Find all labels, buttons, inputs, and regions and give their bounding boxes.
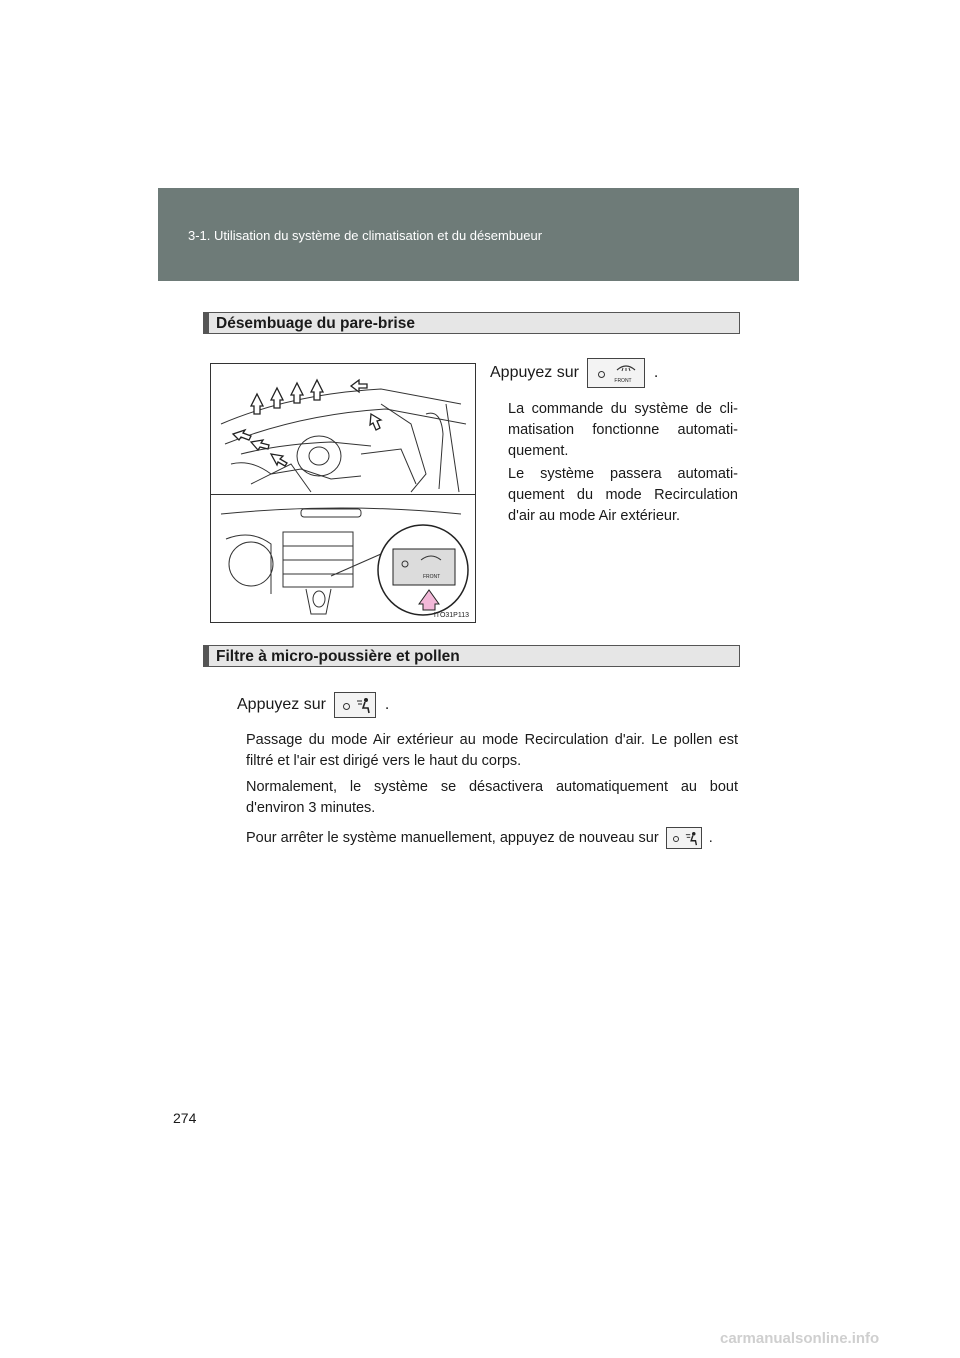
section-title: Filtre à micro-poussière et pollen (216, 648, 460, 665)
step-period: . (384, 696, 390, 714)
paragraph: Passage du mode Air extérieur au mode Recirculation d'air. Le pollen est filtré et l'air est dirigé vers le haut du corps. (246, 732, 738, 769)
paragraph-text: Pour arrêter le système manuellement, appuyez de nouveau sur (246, 829, 659, 846)
breadcrumb: 3-1. Utilisation du système de climatisation et du désembueur (188, 228, 543, 243)
paragraph-stop (246, 827, 746, 849)
seated-person-airflow-icon (356, 697, 372, 715)
indicator-light-icon (673, 836, 679, 842)
callout-front-label: FRONT (423, 574, 441, 580)
paragraph: Normalement, le système se désactivera automatiquement au bout d'environ 3 minutes. (246, 779, 738, 816)
heading-accent (204, 313, 209, 333)
figure-divider (211, 494, 475, 495)
chapter-header (158, 188, 799, 281)
pollen-filter-button-inline (666, 827, 702, 849)
step-defog (490, 358, 658, 388)
section-title: Désembuage du pare-brise (216, 315, 415, 332)
paragraph: Le système passera automati-quement du mode Recirculation d'air au mode Air extérieur. (508, 466, 738, 524)
page-number: 274 (173, 1110, 197, 1126)
pollen-filter-button (334, 692, 376, 718)
paragraph-period: . (708, 829, 713, 846)
seated-person-airflow-icon (685, 831, 699, 847)
dashboard-drawing (211, 364, 475, 622)
section-heading-pollen (203, 645, 740, 667)
paragraph: La commande du système de cli-matisation fonctionne automati-quement. (508, 401, 738, 459)
front-defroster-button (587, 358, 645, 388)
section-heading-defog (203, 312, 740, 334)
indicator-light-icon (343, 703, 350, 710)
step-text: Appuyez sur (490, 364, 579, 382)
step-pollen (237, 692, 389, 718)
dashboard-illustration (210, 363, 476, 623)
step-text: Appuyez sur (237, 696, 326, 714)
button-front-label: FRONT (614, 378, 632, 384)
indicator-light-icon (598, 371, 605, 378)
figure-code: ITO31P113 (433, 612, 469, 619)
step-period: . (653, 364, 659, 382)
heading-accent (204, 646, 209, 666)
watermark: carmanualsonline.info (720, 1330, 880, 1347)
